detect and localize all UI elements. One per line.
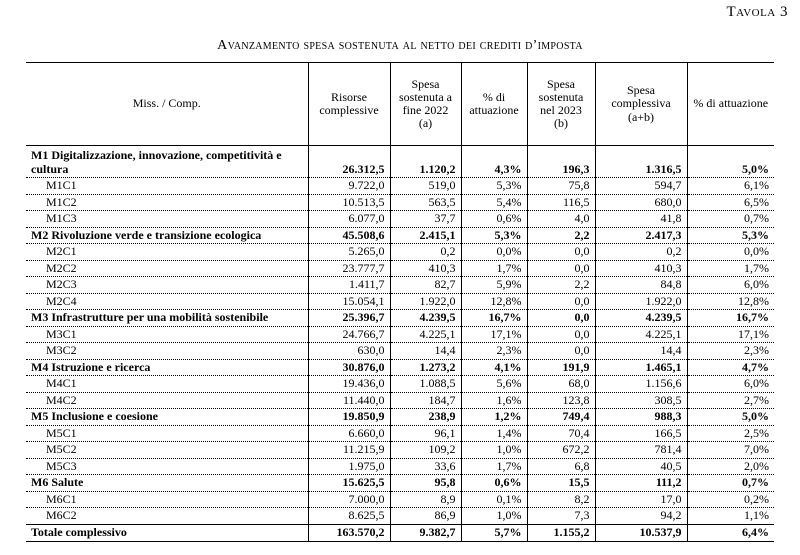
cell-value: 0,0 [527,326,595,343]
cell-value: 1,6% [461,392,527,409]
cell-value: 10.513,5 [308,194,390,211]
cell-value: 86,9 [390,508,461,525]
cell-value: 4.239,5 [595,310,687,327]
cell-value: 68,0 [527,376,595,393]
cell-value: 9.382,7 [390,524,461,541]
cell-value: 196,3 [527,146,595,178]
cell-value: 594,7 [595,178,687,195]
mission-row [26,310,774,327]
cell-value: 749,4 [527,409,595,426]
component-row [26,178,774,195]
cell-value: 16,7% [687,310,774,327]
cell-value: 17,1% [461,326,527,343]
cell-value: 0,0 [527,260,595,277]
cell-value: 1.975,0 [308,458,390,475]
component-row [26,260,774,277]
row-label: M2C3 [26,277,308,294]
cell-value: 1.155,2 [527,524,595,541]
cell-value: 0,0% [687,244,774,261]
row-label: M2C1 [26,244,308,261]
cell-value: 8,2 [527,491,595,508]
cell-value: 24.766,7 [308,326,390,343]
component-row [26,211,774,228]
component-row [26,343,774,360]
cell-value: 0,1% [461,491,527,508]
cell-value: 1,7% [687,260,774,277]
cell-value: 5,4% [461,194,527,211]
cell-value: 1.156,6 [595,376,687,393]
row-label: M3C1 [26,326,308,343]
header-risorse: Risorse complessive [308,63,390,146]
cell-value: 0,0% [461,244,527,261]
row-label: M1C1 [26,178,308,195]
component-row [26,293,774,310]
cell-value: 37,7 [390,211,461,228]
cell-value: 12,8% [687,293,774,310]
cell-value: 0,0 [527,293,595,310]
header-perc-2: % di attuazione [693,96,769,111]
row-label: M5C2 [26,442,308,459]
mission-row [26,475,774,492]
row-label: M2C4 [26,293,308,310]
cell-value: 672,2 [527,442,595,459]
cell-value: 2.415,1 [390,227,461,244]
mission-row [26,359,774,376]
cell-value: 5,0% [687,409,774,426]
cell-value: 988,3 [595,409,687,426]
cell-value: 1.273,2 [390,359,461,376]
table-title: Avanzamento spesa sostenuta al netto dei crediti d’imposta [217,38,583,53]
cell-value: 5,6% [461,376,527,393]
cell-value: 6.660,0 [308,425,390,442]
cell-value: 0,2% [687,491,774,508]
cell-value: 2,0% [687,458,774,475]
row-label: M5C1 [26,425,308,442]
cell-value: 6.077,0 [308,211,390,228]
cell-value: 0,0 [527,244,595,261]
cell-value: 191,9 [527,359,595,376]
header-miss: Miss. / Comp. [26,63,308,146]
cell-value: 95,8 [390,475,461,492]
mission-row [26,409,774,426]
cell-value: 82,7 [390,277,461,294]
spending-table [26,62,774,542]
cell-value: 1.411,7 [308,277,390,294]
cell-value: 2.417,3 [595,227,687,244]
cell-value: 4,1% [461,359,527,376]
cell-value: 15.054,1 [308,293,390,310]
row-label: M4C1 [26,376,308,393]
cell-value: 5,3% [687,227,774,244]
cell-value: 14,4 [595,343,687,360]
cell-value: 45.508,6 [308,227,390,244]
cell-value: 6,4% [687,524,774,541]
component-row [26,376,774,393]
cell-value: 16,7% [461,310,527,327]
cell-value: 7.000,0 [308,491,390,508]
cell-value: 15,5 [527,475,595,492]
cell-value: 163.570,2 [308,524,390,541]
header-perc-1: % di attuazione [461,63,527,146]
component-row [26,508,774,525]
cell-value: 6,8 [527,458,595,475]
row-label: Totale complessivo [26,524,308,541]
cell-value: 19.850,9 [308,409,390,426]
header-spesa-2022: Spesa sostenuta a fine 2022 (a) [390,63,461,146]
cell-value: 70,4 [527,425,595,442]
cell-value: 11.215,9 [308,442,390,459]
cell-value: 6,0% [687,277,774,294]
cell-value: 1.316,5 [595,146,687,178]
row-label: M1C3 [26,211,308,228]
cell-value: 0,7% [687,475,774,492]
cell-value: 26.312,5 [308,146,390,178]
header-row [26,63,774,146]
cell-value: 0,2 [595,244,687,261]
cell-value: 5,3% [461,178,527,195]
cell-value: 1,4% [461,425,527,442]
cell-value: 19.436,0 [308,376,390,393]
cell-value: 109,2 [390,442,461,459]
row-label: M6 Salute [26,475,308,492]
cell-value: 30.876,0 [308,359,390,376]
component-row [26,442,774,459]
cell-value: 184,7 [390,392,461,409]
total-row [26,524,774,541]
component-row [26,458,774,475]
row-label: M5 Inclusione e coesione [26,409,308,426]
component-row [26,244,774,261]
cell-value: 1,1% [687,508,774,525]
cell-value: 1.465,1 [595,359,687,376]
component-row [26,491,774,508]
cell-value: 12,8% [461,293,527,310]
cell-value: 25.396,7 [308,310,390,327]
cell-value: 6,1% [687,178,774,195]
component-row [26,425,774,442]
row-label: M1 Digitalizzazione, innovazione, competitività e cultura [26,146,308,178]
mission-row [26,227,774,244]
header-spesa-complessiva: Spesa complessiva (a+b) [595,63,687,146]
cell-value: 11.440,0 [308,392,390,409]
cell-value: 2,2 [527,227,595,244]
cell-value: 8,9 [390,491,461,508]
cell-value: 94,2 [595,508,687,525]
cell-value: 0,0 [527,343,595,360]
cell-value: 75,8 [527,178,595,195]
cell-value: 7,0% [687,442,774,459]
cell-value: 9.722,0 [308,178,390,195]
component-row [26,277,774,294]
cell-value: 7,3 [527,508,595,525]
cell-value: 1.922,0 [390,293,461,310]
cell-value: 2,7% [687,392,774,409]
cell-value: 5,9% [461,277,527,294]
component-row [26,326,774,343]
cell-value: 10.537,9 [595,524,687,541]
cell-value: 0,6% [461,211,527,228]
row-label: M3C2 [26,343,308,360]
row-label: M6C2 [26,508,308,525]
mission-row [26,146,774,178]
cell-value: 2,3% [687,343,774,360]
cell-value: 17,0 [595,491,687,508]
cell-value: 116,5 [527,194,595,211]
cell-value: 4,3% [461,146,527,178]
cell-value: 2,5% [687,425,774,442]
cell-value: 1,7% [461,458,527,475]
row-label: M5C3 [26,458,308,475]
cell-value: 519,0 [390,178,461,195]
cell-value: 0,6% [461,475,527,492]
cell-value: 23.777,7 [308,260,390,277]
cell-value: 0,7% [687,211,774,228]
table-number: Tavola 3 [726,4,788,20]
cell-value: 630,0 [308,343,390,360]
cell-value: 14,4 [390,343,461,360]
cell-value: 238,9 [390,409,461,426]
cell-value: 5,0% [687,146,774,178]
cell-value: 6,0% [687,376,774,393]
cell-value: 2,2 [527,277,595,294]
cell-value: 5.265,0 [308,244,390,261]
cell-value: 41,8 [595,211,687,228]
cell-value: 1,0% [461,508,527,525]
component-row [26,392,774,409]
row-label: M2C2 [26,260,308,277]
cell-value: 123,8 [527,392,595,409]
component-row [26,194,774,211]
cell-value: 4.239,5 [390,310,461,327]
cell-value: 1,2% [461,409,527,426]
cell-value: 8.625,5 [308,508,390,525]
row-label: M1C2 [26,194,308,211]
cell-value: 781,4 [595,442,687,459]
cell-value: 5,7% [461,524,527,541]
cell-value: 6,5% [687,194,774,211]
cell-value: 15.625,5 [308,475,390,492]
cell-value: 1.088,5 [390,376,461,393]
cell-value: 680,0 [595,194,687,211]
cell-value: 308,5 [595,392,687,409]
row-label: M3 Infrastrutture per una mobilità sostenibile [26,310,308,327]
cell-value: 410,3 [390,260,461,277]
cell-value: 96,1 [390,425,461,442]
cell-value: 5,3% [461,227,527,244]
cell-value: 111,2 [595,475,687,492]
header-spesa-2023: Spesa sostenuta nel 2023 (b) [527,63,595,146]
row-label: M4 Istruzione e ricerca [26,359,308,376]
cell-value: 1.922,0 [595,293,687,310]
cell-value: 4.225,1 [595,326,687,343]
cell-value: 410,3 [595,260,687,277]
cell-value: 84,8 [595,277,687,294]
table-body [26,146,774,542]
cell-value: 1,7% [461,260,527,277]
cell-value: 1.120,2 [390,146,461,178]
cell-value: 33,6 [390,458,461,475]
cell-value: 4.225,1 [390,326,461,343]
cell-value: 0,0 [527,310,595,327]
cell-value: 0,2 [390,244,461,261]
row-label: M6C1 [26,491,308,508]
cell-value: 17,1% [687,326,774,343]
cell-value: 2,3% [461,343,527,360]
cell-value: 166,5 [595,425,687,442]
row-label: M2 Rivoluzione verde e transizione ecologica [26,227,308,244]
cell-value: 563,5 [390,194,461,211]
cell-value: 40,5 [595,458,687,475]
cell-value: 4,0 [527,211,595,228]
cell-value: 1,0% [461,442,527,459]
cell-value: 4,7% [687,359,774,376]
row-label: M4C2 [26,392,308,409]
